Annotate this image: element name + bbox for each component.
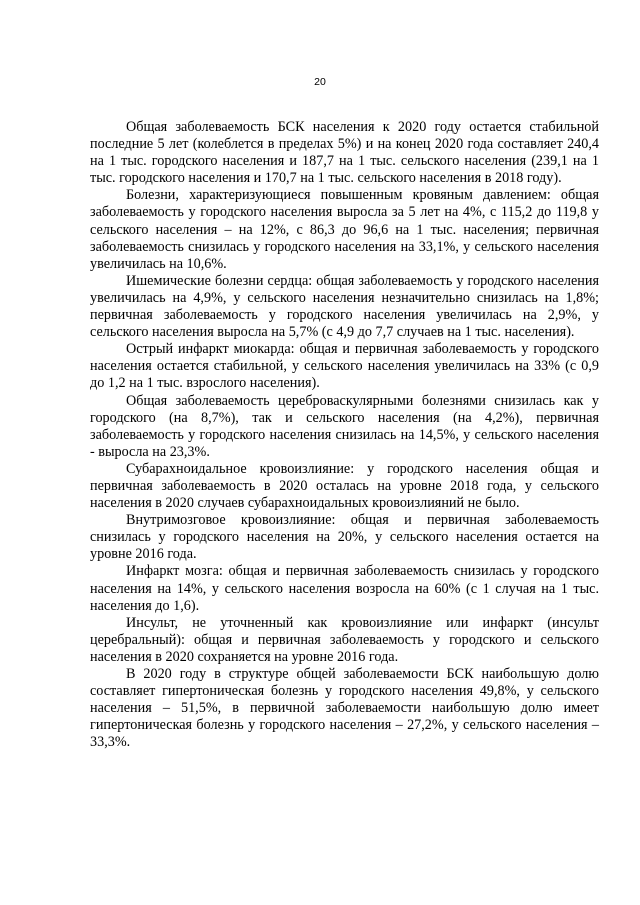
paragraph-intracerebral-hemorrhage: Внутримозговое кровоизлияние: общая и первичная заболеваемость снизилась у городского населения на 20%, у сельского населения остается на уровне 2016 года. (90, 512, 599, 563)
paragraph-cerebrovascular: Общая заболеваемость цереброваскулярными болезнями снизилась как у городского (на 8,7%), так и сельского населения (на 4,2%), первичная заболеваемость у городского населения снизилась на 14,5%, у сельского населения - выросла на 23,3%. (90, 392, 599, 460)
paragraph-unspecified-stroke: Инсульт, не уточненный как кровоизлияние или инфаркт (инсульт церебральный): общая и первичная заболеваемость у городского и сельского населения в 2020 сохраняется на уровне 2016 года. (90, 614, 599, 665)
paragraph-structure-2020: В 2020 году в структуре общей заболеваемости БСК наибольшую долю составляет гипертоническая болезнь у городского населения 49,8%, у сельского населения – 51,5%, в первичной заболеваемости наибольшую долю имеет гипертоническая болезнь у городского населения – 27,2%, у сельского населения – 33,3%. (90, 666, 599, 751)
paragraph-cerebral-infarction: Инфаркт мозга: общая и первичная заболеваемость снизилась у городского населения на 14%, у сельского населения возросла на 60% (с 1 случая на 1 тыс. населения до 1,6). (90, 563, 599, 614)
paragraph-ischemic-heart-disease: Ишемические болезни сердца: общая заболеваемость у городского населения увеличилась на 4,9%, у сельского населения незначительно снизилась на 1,8%; первичная заболеваемость у городского населения увеличилась на 2,9%, у сельского населения выросла на 5,7% (с 4,9 до 7,7 случаев на 1 тыс. населения). (90, 272, 599, 341)
paragraph-myocardial-infarction: Острый инфаркт миокарда: общая и первичная заболеваемость у городского населения остается стабильной, у сельского населения увеличилась на 33% (с 0,9 до 1,2 на 1 тыс. взрослого населения). (90, 341, 599, 392)
page-number: 20 (314, 76, 326, 88)
paragraph-bsk-overall: Общая заболеваемость БСК населения к 2020 году остается стабильной последние 5 лет (колеблется в пределах 5%) и на конец 2020 года составляет 240,4 на 1 тыс. городского населения и 187,7 на 1 тыс. сельского населения (239,1 на 1 тыс. городского населения и 170,7 на 1 тыс. сельского населения в 2018 году). (90, 119, 599, 187)
paragraph-subarachnoid-hemorrhage: Субарахноидальное кровоизлияние: у городского населения общая и первичная заболеваемость в 2020 осталась на уровне 2018 года, у сельского населения в 2020 случаев субарахноидальных кровоизлияний не было. (90, 460, 599, 512)
paragraph-hypertension: Болезни, характеризующиеся повышенным кровяным давлением: общая заболеваемость у городского населения выросла за 5 лет на 4%, с 115,2 до 119,8 у сельского населения – на 12%, с 86,3 до 96,6 на 1 тыс. населения; первичная заболеваемость снизилась у городского населения на 33,1%, у сельского населения увеличилась на 10,6%. (90, 187, 599, 272)
body-text (90, 119, 599, 751)
